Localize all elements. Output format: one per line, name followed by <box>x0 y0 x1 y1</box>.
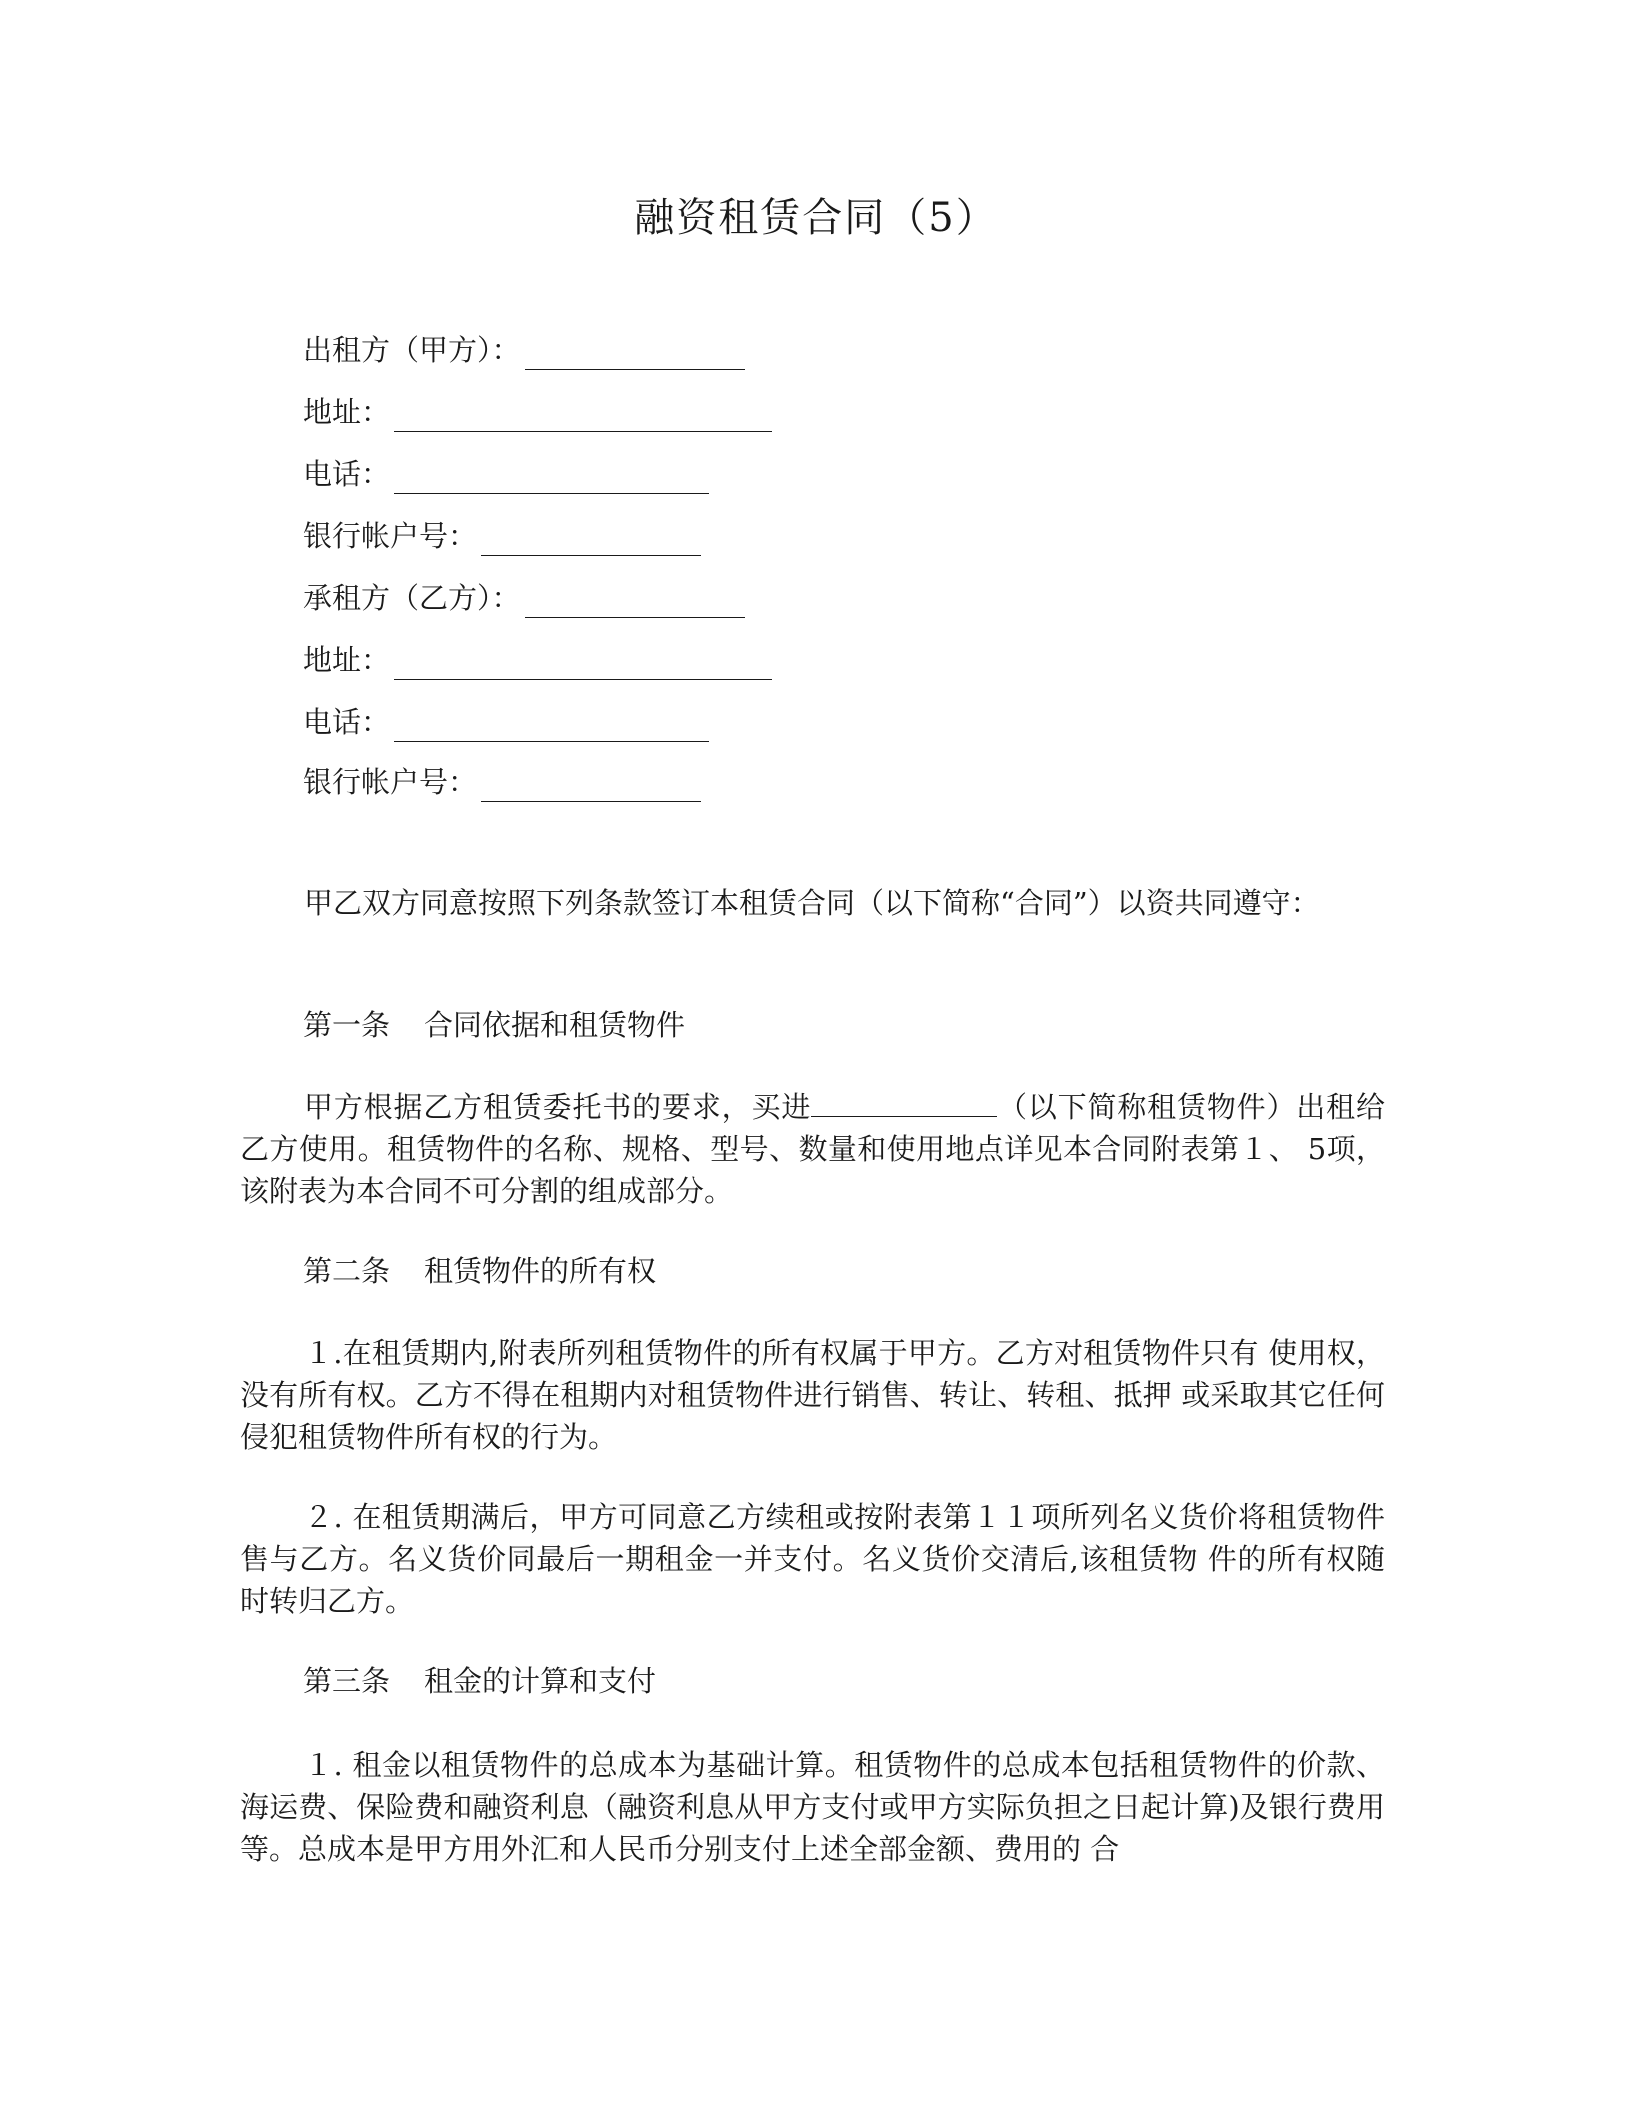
lessee-bank-account-field <box>303 762 701 802</box>
article-title: 租金的计算和支付 <box>424 1664 657 1698</box>
article-title: 租赁物件的所有权 <box>424 1254 657 1288</box>
document-title: 融资租赁合同（5） <box>634 195 998 241</box>
fill-in-blank[interactable] <box>481 771 701 802</box>
field-label: 地址： <box>303 395 391 429</box>
fill-in-blank[interactable] <box>394 711 709 742</box>
field-label: 银行帐户号： <box>303 765 478 799</box>
field-label: 出租方（甲方）： <box>303 333 521 367</box>
purchase-item-blank[interactable] <box>811 1088 997 1117</box>
field-label: 电话： <box>303 705 391 739</box>
article-number: 第二条 <box>303 1254 391 1288</box>
article-2-heading <box>303 1250 656 1292</box>
fill-in-blank[interactable] <box>525 587 745 618</box>
field-label: 银行帐户号： <box>303 519 478 553</box>
article-number: 第三条 <box>303 1664 391 1698</box>
fill-in-blank[interactable] <box>394 463 709 494</box>
article-3-paragraph-1: １. 租金以租赁物件的总成本为基础计算。租赁物件的总成本包括租赁物件的价款、海运费、保险费和融资利息（融资利息从甲方支付或甲方实际负担之日起计算)及银行费用等。总成本是甲方用外汇和人民币分别支付上述全部金额、费用的 合 <box>240 1748 1385 1866</box>
lessor-phone-field <box>303 454 709 494</box>
fill-in-blank[interactable] <box>481 525 701 556</box>
field-label: 承租方（乙方）： <box>303 581 521 615</box>
paragraph-text: （以下简称租赁物件）出租给 乙方使用。租赁物件的名称、规格、型号、数量和使用地点详见本合同附表第１、 5项，该附表为本合同不可分割的组成部分。 <box>240 1090 1385 1208</box>
article-2-paragraph-1: １.在租赁期内,附表所列租赁物件的所有权属于甲方。乙方对租赁物件只有 使用权，没有所有权。乙方不得在租期内对租赁物件进行销售、转让、转租、抵押 或采取其它任何侵犯租赁物件所有权的行为。 <box>240 1336 1385 1454</box>
lessee-name-field <box>303 578 745 618</box>
field-label: 电话： <box>303 457 391 491</box>
paragraph-text: 甲方根据乙方租赁委托书的要求，买进 <box>304 1090 812 1124</box>
lessor-name-field <box>303 330 745 370</box>
article-number: 第一条 <box>303 1008 391 1042</box>
field-label: 地址： <box>303 643 391 677</box>
lessor-address-field <box>303 392 772 432</box>
article-1-paragraph <box>240 1086 1385 1212</box>
lessee-phone-field <box>303 702 709 742</box>
fill-in-blank[interactable] <box>525 339 745 370</box>
lessor-bank-account-field <box>303 516 701 556</box>
fill-in-blank[interactable] <box>394 401 772 432</box>
article-3-heading <box>303 1660 656 1702</box>
article-1-heading <box>303 1004 685 1046</box>
fill-in-blank[interactable] <box>394 649 772 680</box>
intro-paragraph: 甲乙双方同意按照下列条款签订本租赁合同（以下简称“合同”）以资共同遵守： <box>304 886 1320 920</box>
lessee-address-field <box>303 640 772 680</box>
article-title: 合同依据和租赁物件 <box>424 1008 686 1042</box>
article-2-paragraph-2: ２. 在租赁期满后，甲方可同意乙方续租或按附表第１１项所列名义货价将租赁物件售与乙方。名义货价同最后一期租金一并支付。名义货价交清后,该租赁物 件的所有权随时转归乙方。 <box>240 1500 1385 1618</box>
